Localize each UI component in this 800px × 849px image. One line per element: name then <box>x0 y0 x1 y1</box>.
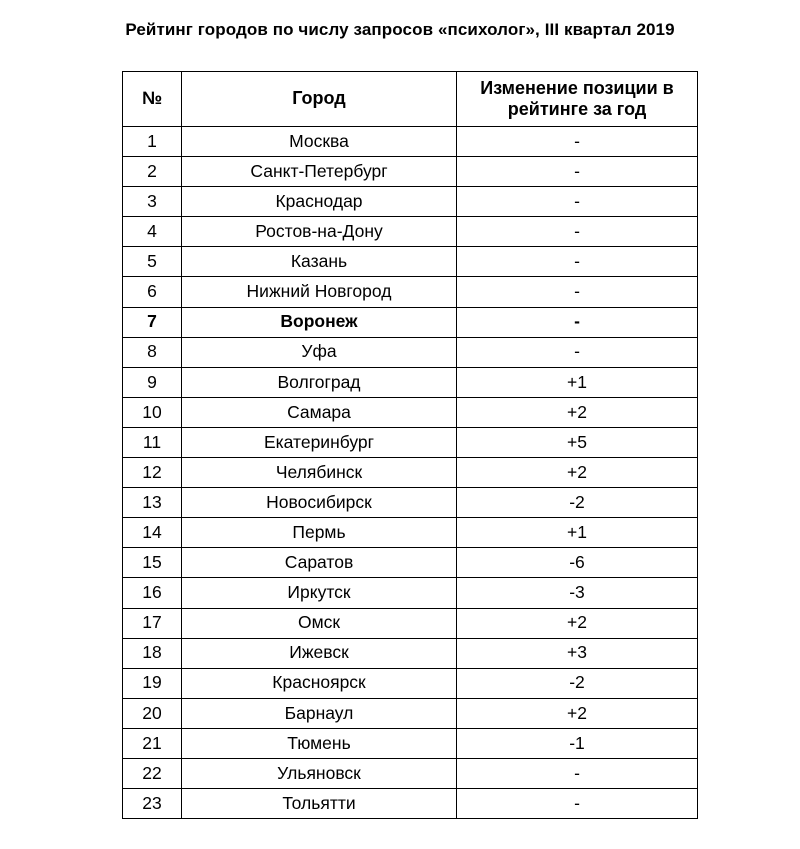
cell-change: +2 <box>457 608 698 638</box>
table-row <box>123 427 698 457</box>
table-row-highlighted <box>123 307 698 337</box>
cell-change: +5 <box>457 427 698 457</box>
cell-city: Саратов <box>182 548 457 578</box>
cell-change: - <box>457 157 698 187</box>
cell-num: 12 <box>123 458 182 488</box>
cell-num: 1 <box>123 127 182 157</box>
table-row <box>123 728 698 758</box>
cell-city: Омск <box>182 608 457 638</box>
cell-num: 19 <box>123 668 182 698</box>
cell-city: Ижевск <box>182 638 457 668</box>
cell-change: -2 <box>457 488 698 518</box>
table-row <box>123 397 698 427</box>
cell-num: 3 <box>123 187 182 217</box>
cell-change: +2 <box>457 698 698 728</box>
cell-city: Тольятти <box>182 789 457 819</box>
cell-num: 5 <box>123 247 182 277</box>
cell-city: Красноярск <box>182 668 457 698</box>
table-row <box>123 548 698 578</box>
cell-num: 20 <box>123 698 182 728</box>
cell-change: +2 <box>457 397 698 427</box>
cell-num: 8 <box>123 337 182 367</box>
cell-change: - <box>457 337 698 367</box>
cell-city: Москва <box>182 127 457 157</box>
cell-city: Краснодар <box>182 187 457 217</box>
cell-city: Уфа <box>182 337 457 367</box>
table-row <box>123 187 698 217</box>
cell-city: Казань <box>182 247 457 277</box>
cell-city: Санкт-Петербург <box>182 157 457 187</box>
cell-num: 17 <box>123 608 182 638</box>
table-row <box>123 458 698 488</box>
cell-change: - <box>457 307 698 337</box>
cell-change: +1 <box>457 518 698 548</box>
cell-num: 18 <box>123 638 182 668</box>
cell-city: Иркутск <box>182 578 457 608</box>
table-header <box>123 72 698 127</box>
table-body <box>123 127 698 819</box>
cell-city: Тюмень <box>182 728 457 758</box>
cell-city: Нижний Новгород <box>182 277 457 307</box>
cell-change: - <box>457 217 698 247</box>
cell-num: 6 <box>123 277 182 307</box>
cell-num: 4 <box>123 217 182 247</box>
cell-change: - <box>457 247 698 277</box>
cell-change: -6 <box>457 548 698 578</box>
cell-num: 23 <box>123 789 182 819</box>
cell-num: 9 <box>123 367 182 397</box>
header-num: № <box>123 72 182 127</box>
cell-num: 21 <box>123 728 182 758</box>
table-row <box>123 518 698 548</box>
cell-num: 11 <box>123 427 182 457</box>
table-row <box>123 668 698 698</box>
cell-num: 15 <box>123 548 182 578</box>
cell-change: - <box>457 127 698 157</box>
cell-change: +3 <box>457 638 698 668</box>
table-row <box>123 367 698 397</box>
cell-num: 14 <box>123 518 182 548</box>
cell-change: -1 <box>457 728 698 758</box>
cell-city: Пермь <box>182 518 457 548</box>
table-row <box>123 638 698 668</box>
cell-city: Ульяновск <box>182 758 457 788</box>
table-row <box>123 488 698 518</box>
cell-city: Барнаул <box>182 698 457 728</box>
header-row <box>123 72 698 127</box>
header-change: Изменение позиции в рейтинге за год <box>457 72 698 127</box>
cell-num: 2 <box>123 157 182 187</box>
table-row <box>123 578 698 608</box>
cell-city: Воронеж <box>182 307 457 337</box>
header-city: Город <box>182 72 457 127</box>
table-row <box>123 608 698 638</box>
cell-city: Волгоград <box>182 367 457 397</box>
table-row <box>123 758 698 788</box>
cell-city: Самара <box>182 397 457 427</box>
cell-num: 7 <box>123 307 182 337</box>
cell-num: 16 <box>123 578 182 608</box>
cell-change: -2 <box>457 668 698 698</box>
cell-city: Новосибирск <box>182 488 457 518</box>
cell-city: Ростов-на-Дону <box>182 217 457 247</box>
cell-change: +1 <box>457 367 698 397</box>
table-row <box>123 789 698 819</box>
cell-num: 22 <box>123 758 182 788</box>
cell-num: 13 <box>123 488 182 518</box>
cell-num: 10 <box>123 397 182 427</box>
cell-city: Челябинск <box>182 458 457 488</box>
cell-change: - <box>457 758 698 788</box>
cell-change: -3 <box>457 578 698 608</box>
table-row <box>123 698 698 728</box>
table-row <box>123 247 698 277</box>
table-row <box>123 277 698 307</box>
rating-table <box>122 71 698 819</box>
page-title: Рейтинг городов по числу запросов «психолог», III квартал 2019 <box>125 20 675 39</box>
cell-change: +2 <box>457 458 698 488</box>
table-row <box>123 217 698 247</box>
cell-city: Екатеринбург <box>182 427 457 457</box>
table-row <box>123 337 698 367</box>
table-row <box>123 157 698 187</box>
cell-change: - <box>457 277 698 307</box>
cell-change: - <box>457 789 698 819</box>
cell-change: - <box>457 187 698 217</box>
table-row <box>123 127 698 157</box>
